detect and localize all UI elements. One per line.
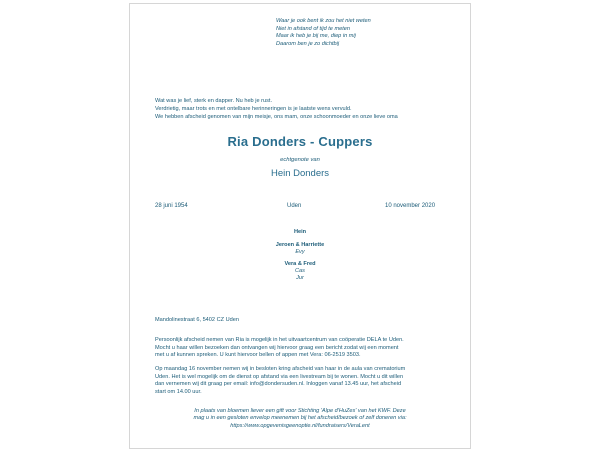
family-grandchild: Jur <box>296 274 304 281</box>
paragraph-line: dan vernemen wij dit graag per email: info@dondersuden.nl. Inloggen vanaf 13.45 uur, het afscheid <box>155 381 402 388</box>
address: Mandolinestraat 6, 5402 CZ Uden <box>155 317 239 323</box>
donation-note <box>155 408 445 430</box>
paragraph-line: Mocht u haar willen bezoeken dan ontvangen wij hiervoor graag een bericht zodat wij een moment <box>155 344 399 351</box>
family-spouse: Hein <box>293 229 307 235</box>
closing-line: In plaats van bloemen liever een gift voor Stichting 'Alpe d'HuZes' van het KWF. Deze <box>194 408 406 414</box>
paragraph-line: Op maandag 16 november nemen wij in besloten kring afscheid van haar in de aula van crematorium <box>155 366 406 372</box>
death-date: 10 november 2020 <box>385 203 436 209</box>
intro-line: Wat was je lief, sterk en dapper. Nu heb je rust. <box>155 98 273 104</box>
birth-date: 28 juni 1954 <box>155 203 188 209</box>
family-child: Jeroen & Harriette <box>275 241 325 248</box>
donation-link[interactable]: https://www.opgevenisgeenoptie.nl/fundraisers/VeraLent <box>230 422 370 429</box>
poem-line: Daarom ben je zo dichtbij <box>276 40 340 47</box>
family-group <box>155 242 445 256</box>
paragraph-line: Uden. Het is wel mogelijk om de dienst op afstand via een livestream bij te wonen. Mocht u dit willen <box>155 373 404 380</box>
spouse-label: echtgenote van <box>280 157 320 163</box>
service-paragraph <box>155 366 445 396</box>
poem-line: Niet in afstand of tijd te meten <box>276 25 351 32</box>
intro-line: Verdrietig, maar trots en met ontelbare herinneringen is je laatste wens vervuld. <box>155 105 352 112</box>
poem-line: Waar je ook bent ik zou het niet weten <box>276 18 371 24</box>
place: Uden <box>287 203 302 209</box>
poem <box>276 18 371 48</box>
paragraph-line: start om 14.00 uur. <box>155 388 202 395</box>
family-list <box>155 229 445 288</box>
paragraph-line: Persoonlijk afscheid nemen van Ria is mogelijk in het uitvaartcentrum van coöperatie DELA te Uden. <box>155 337 404 343</box>
family-group <box>155 261 445 281</box>
spouse-name: Hein Donders <box>270 168 330 179</box>
family-grandchild: Evy <box>295 248 305 255</box>
family-child: Vera & Fred <box>284 261 316 268</box>
intro-text <box>155 98 398 121</box>
intro-line: We hebben afscheid genomen van mijn meisje, ons mam, onze schoonmoeder en onze lieve oma <box>155 113 398 120</box>
family-grandchild: Cas <box>295 268 305 275</box>
paragraph-line: met u af kunnen spreken. U kunt hiervoor bellen of appen met Vera: 06-2519 3503. <box>155 352 361 359</box>
visit-paragraph <box>155 337 445 360</box>
poem-line: Maar ik heb je bij me, diep in mij <box>276 33 356 40</box>
closing-line: mag u in een gesloten envelop meenemen bij het afscheid/bezoek of zelf doneren via: <box>193 415 407 422</box>
deceased-name: Ria Donders - Cuppers <box>227 134 373 149</box>
